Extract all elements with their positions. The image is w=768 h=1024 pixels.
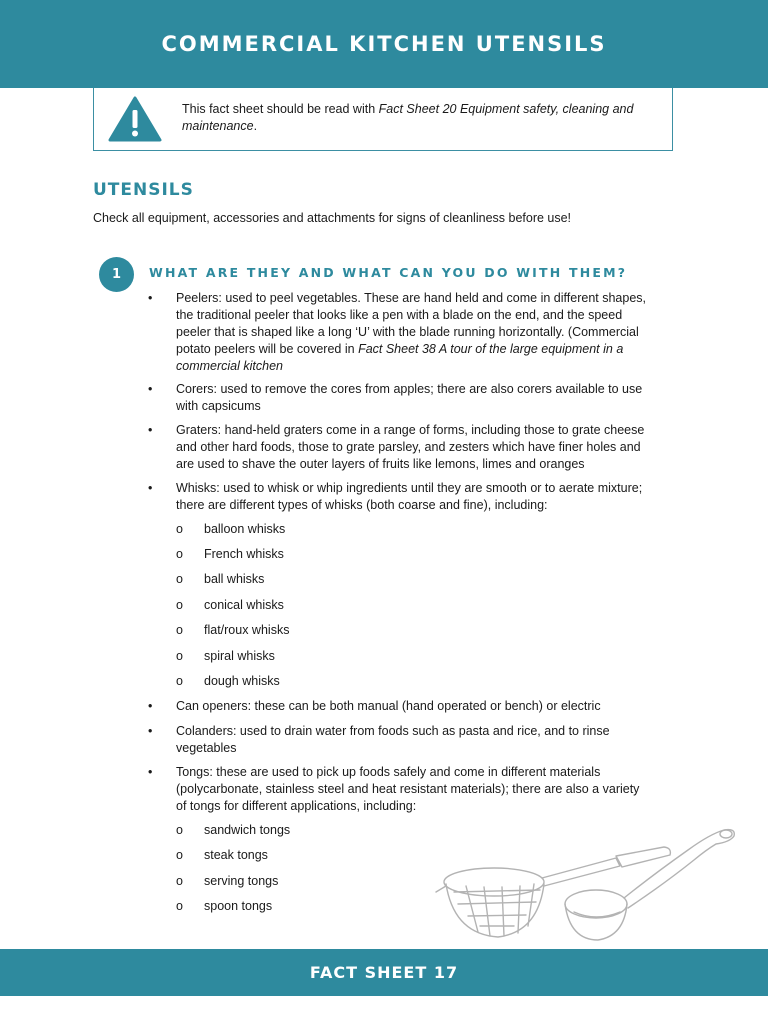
bullet-glyph: •: [148, 765, 153, 779]
notice-text-reference: Fact Sheet 20 Equipment safety, cleaning and maintenance: [182, 102, 634, 133]
sub-item-whisk-type: conical whisks: [204, 598, 284, 612]
whisks-line: Whisks: used to whisk or whip ingredients until they are smooth or to aerate mixture;: [176, 481, 643, 495]
graters-line: are used to shave the outer layers of fruits like lemons, limes and oranges: [176, 457, 585, 471]
list-item-whisks: [176, 480, 666, 514]
sub-item-tong-type: sandwich tongs: [204, 823, 291, 837]
fact-sheet-label: FACT SHEET 17: [309, 963, 459, 982]
sub-item-whisk-type: balloon whisks: [204, 522, 286, 536]
sub-bullet-glyph: o: [176, 674, 183, 688]
sub-bullet-glyph: o: [176, 848, 183, 862]
notice-text-suffix: .: [253, 119, 258, 133]
bullet-glyph: •: [148, 382, 153, 396]
bullet-glyph: •: [148, 481, 153, 495]
peelers-reference: Fact Sheet 38 A tour of the large equipment in a: [358, 342, 624, 356]
peelers-line-prefix: potato peelers will be covered in: [176, 342, 359, 356]
tongs-line: (polycarbonate, stainless steel and heat resistant materials); there are also a variety: [176, 782, 640, 796]
peelers-line: Peelers: used to peel vegetables. These are hand held and come in different shapes,: [176, 291, 646, 305]
sieve-and-ladle-illustration: [432, 822, 742, 947]
notice-text-prefix: This fact sheet should be read with: [182, 102, 379, 116]
bullet-glyph: •: [148, 724, 153, 738]
sub-item-whisk-type: flat/roux whisks: [204, 623, 290, 637]
sub-item-whisk-type: French whisks: [204, 547, 284, 561]
list-item-tongs: [176, 764, 666, 815]
graters-line: Graters: hand-held graters come in a range of forms, including those to grate cheese: [176, 423, 645, 437]
sub-item-tong-type: spoon tongs: [204, 899, 273, 913]
sub-item-tong-type: serving tongs: [204, 874, 279, 888]
header-band: [0, 0, 768, 88]
list-item-graters: [176, 422, 666, 473]
sub-bullet-glyph: o: [176, 598, 183, 612]
list-item-colanders: [176, 723, 666, 757]
notice-text: [182, 101, 662, 135]
sub-bullet-glyph: o: [176, 547, 183, 561]
step-number-badge: 1: [99, 257, 134, 292]
warning-icon: [108, 96, 162, 142]
list-item-peelers: [176, 290, 666, 375]
intro-text: Check all equipment, accessories and attachments for signs of cleanliness before use!: [93, 211, 572, 225]
sub-item-tong-type: steak tongs: [204, 848, 268, 862]
list-item-corers: [176, 381, 666, 415]
corers-line: Corers: used to remove the cores from apples; there are also corers available to use: [176, 382, 643, 396]
peelers-line: [176, 341, 666, 358]
peelers-line: the traditional peeler that looks like a pen with a blade on the end, and the speed: [176, 308, 623, 322]
sub-item-whisk-type: spiral whisks: [204, 649, 275, 663]
tongs-line: of tongs for different applications, including:: [176, 799, 417, 813]
sub-bullet-glyph: o: [176, 623, 183, 637]
list-item-can-openers: Can openers: these can be both manual (hand operated or bench) or electric: [176, 699, 601, 713]
peelers-line: peeler that is shaped like a long ‘U’ with the blade running horizontally. (Commercial: [176, 325, 639, 339]
tongs-line: Tongs: these are used to pick up foods safely and come in different materials: [176, 765, 601, 779]
corers-line: with capsicums: [176, 399, 261, 413]
whisks-line: there are different types of whisks (both coarse and fine), including:: [176, 498, 548, 512]
sub-bullet-glyph: o: [176, 649, 183, 663]
sub-bullet-glyph: o: [176, 572, 183, 586]
colanders-line: Colanders: used to drain water from foods such as pasta and rice, and to rinse: [176, 724, 610, 738]
page-title: COMMERCIAL KITCHEN UTENSILS: [161, 32, 607, 56]
sub-bullet-glyph: o: [176, 522, 183, 536]
sub-item-whisk-type: ball whisks: [204, 572, 265, 586]
bullet-glyph: •: [148, 699, 153, 713]
footer-band: [0, 949, 768, 996]
sub-bullet-glyph: o: [176, 823, 183, 837]
bullet-glyph: •: [148, 291, 153, 305]
section-heading: UTENSILS: [93, 180, 194, 200]
sub-bullet-glyph: o: [176, 874, 183, 888]
peelers-reference-end: commercial kitchen: [176, 359, 283, 373]
sub-item-whisk-type: dough whisks: [204, 674, 280, 688]
bullet-glyph: •: [148, 423, 153, 437]
step-heading: WHAT ARE THEY AND WHAT CAN YOU DO WITH THEM?: [149, 265, 628, 280]
notice-box: [93, 88, 673, 151]
sub-bullet-glyph: o: [176, 899, 183, 913]
colanders-line: vegetables: [176, 741, 237, 755]
graters-line: and other hard foods, those to grate parsley, and zesters which have finer holes and: [176, 440, 641, 454]
peelers-line: [176, 358, 666, 375]
